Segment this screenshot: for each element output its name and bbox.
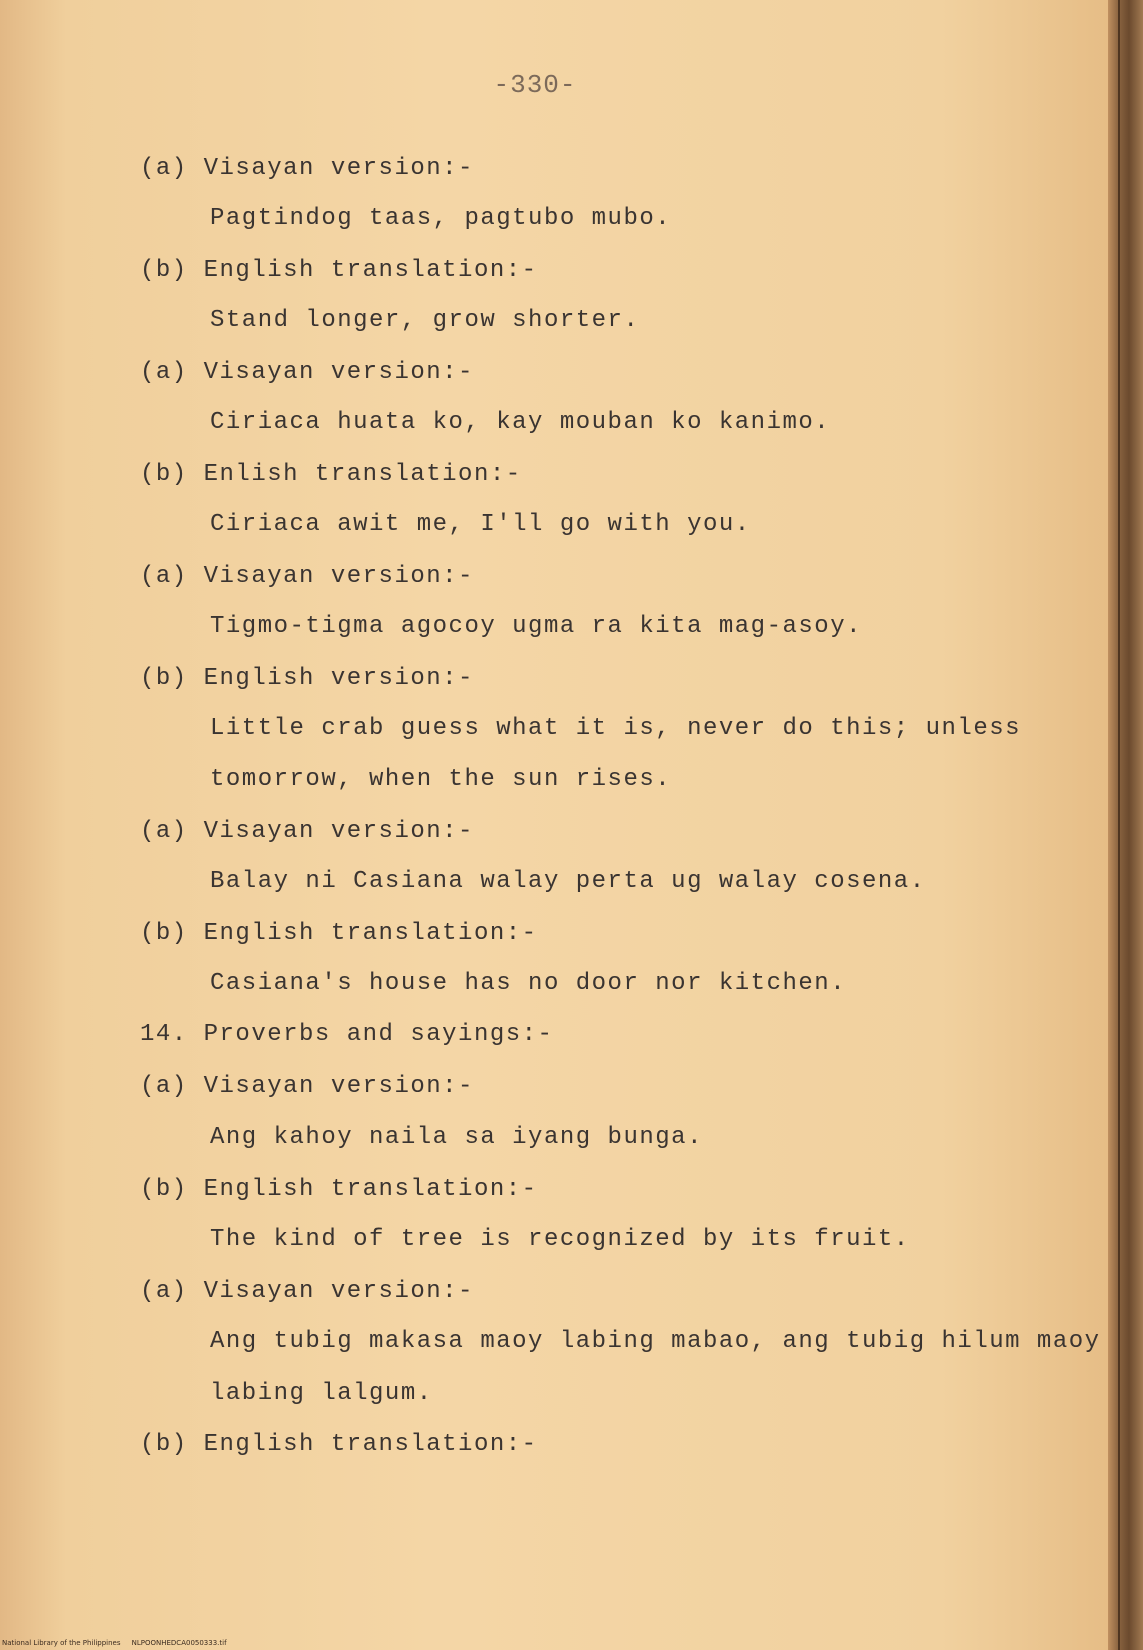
entry-label: (b) English translation:- <box>140 1431 538 1458</box>
entry-text: Ang kahoy naila sa iyang bunga. <box>210 1124 703 1151</box>
entry-label: (b) English translation:- <box>140 257 538 284</box>
entry-text: Little crab guess what it is, never do this; unless <box>210 715 1022 742</box>
entry-label: (a) Visayan version:- <box>140 818 474 845</box>
entry-text: labing lalgum. <box>210 1380 433 1407</box>
scan-footer: National Library of the Philippines NLPOONHEDCA0050333.tif <box>2 1639 227 1647</box>
entry-label: (a) Visayan version:- <box>140 563 474 590</box>
entry-label: (b) English version:- <box>140 665 474 692</box>
entry-text: Ciriaca huata ko, kay mouban ko kanimo. <box>210 409 831 436</box>
entry-text: Ciriaca awit me, I'll go with you. <box>210 511 751 538</box>
binding-line <box>1118 0 1120 1650</box>
entry-label: (b) English translation:- <box>140 920 538 947</box>
entry-label: (b) English translation:- <box>140 1176 538 1203</box>
section-heading: 14. Proverbs and sayings:- <box>140 1021 554 1048</box>
entry-text: Stand longer, grow shorter. <box>210 307 640 334</box>
page-number: -330- <box>493 70 577 100</box>
entry-text: Casiana's house has no door nor kitchen. <box>210 970 847 997</box>
entry-label: (a) Visayan version:- <box>140 359 474 386</box>
entry-text: Tigmo-tigma agocoy ugma ra kita mag-asoy. <box>210 613 862 640</box>
entry-text: tomorrow, when the sun rises. <box>210 766 672 793</box>
entry-text: Balay ni Casiana walay perta ug walay cosena. <box>210 868 926 895</box>
entry-label: (a) Visayan version:- <box>140 155 474 182</box>
entry-text: The kind of tree is recognized by its fruit. <box>210 1226 910 1253</box>
entry-label: (a) Visayan version:- <box>140 1278 474 1305</box>
entry-text: Pagtindog taas, pagtubo mubo. <box>210 205 672 232</box>
entry-text: Ang tubig makasa maoy labing mabao, ang tubig hilum maoy <box>210 1328 1101 1355</box>
entry-label: (a) Visayan version:- <box>140 1073 474 1100</box>
binding-edge <box>1108 0 1143 1650</box>
entry-label: (b) Enlish translation:- <box>140 461 522 488</box>
